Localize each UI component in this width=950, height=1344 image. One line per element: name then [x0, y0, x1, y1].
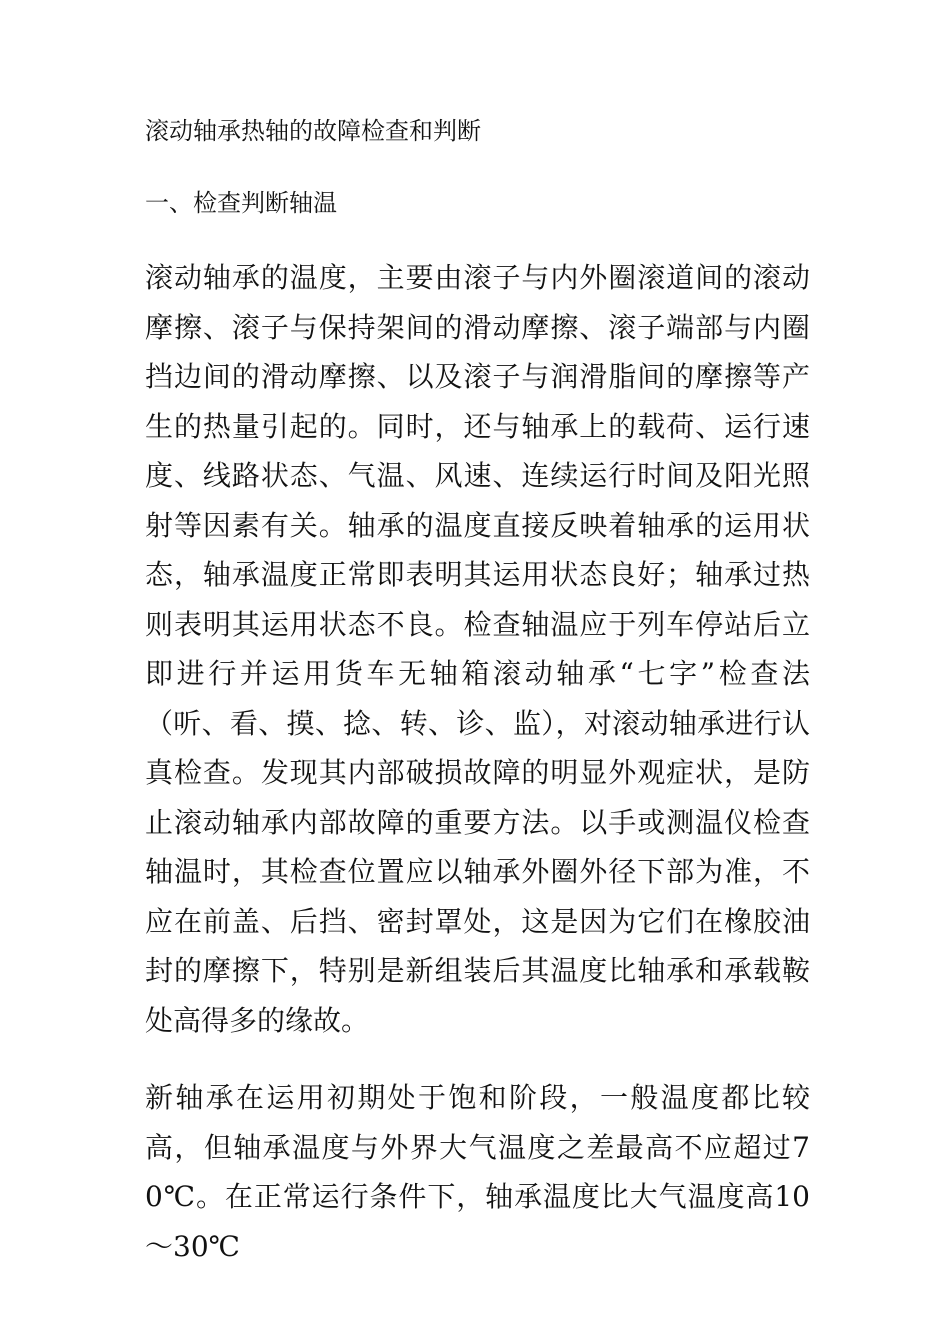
body-paragraph: 新轴承在运用初期处于饱和阶段，一般温度都比较高，但轴承温度与外界大气温度之差最高不应超过70℃。在正常运行条件下，轴承温度比大气温度高10～30℃	[145, 1081, 810, 1263]
section-heading: 一、检查判断轴温	[145, 189, 337, 217]
body-paragraph: 滚动轴承的温度，主要由滚子与内外圈滚道间的滚动摩擦、滚子与保持架间的滑动摩擦、滚子端部与内圈挡边间的滑动摩擦、以及滚子与润滑脂间的摩擦等产生的热量引起的。同时，还与轴承上的载荷、运行速度、线路状态、气温、风速、连续运行时间及阳光照射等因素有关。轴承的温度直接反映着轴承的运用状态，轴承温度正常即表明其运用状态良好；轴承过热则表明其运用状态不良。检查轴温应于列车停站后立即进行并运用货车无轴箱滚动轴承“七字”检查法（听、看、摸、捻、转、诊、监），对滚动轴承进行认真检查。发现其内部破损故障的明显外观症状，是防止滚动轴承内部故障的重要方法。以手或测温仪检查轴温时，其检查位置应以轴承外圈外径下部为准，不应在前盖、后挡、密封罩处，这是因为它们在橡胶油封的摩擦下，特别是新组装后其温度比轴承和承载鞍处高得多的缘故。	[145, 261, 810, 1037]
document-title: 滚动轴承热轴的故障检查和判断	[145, 117, 481, 145]
